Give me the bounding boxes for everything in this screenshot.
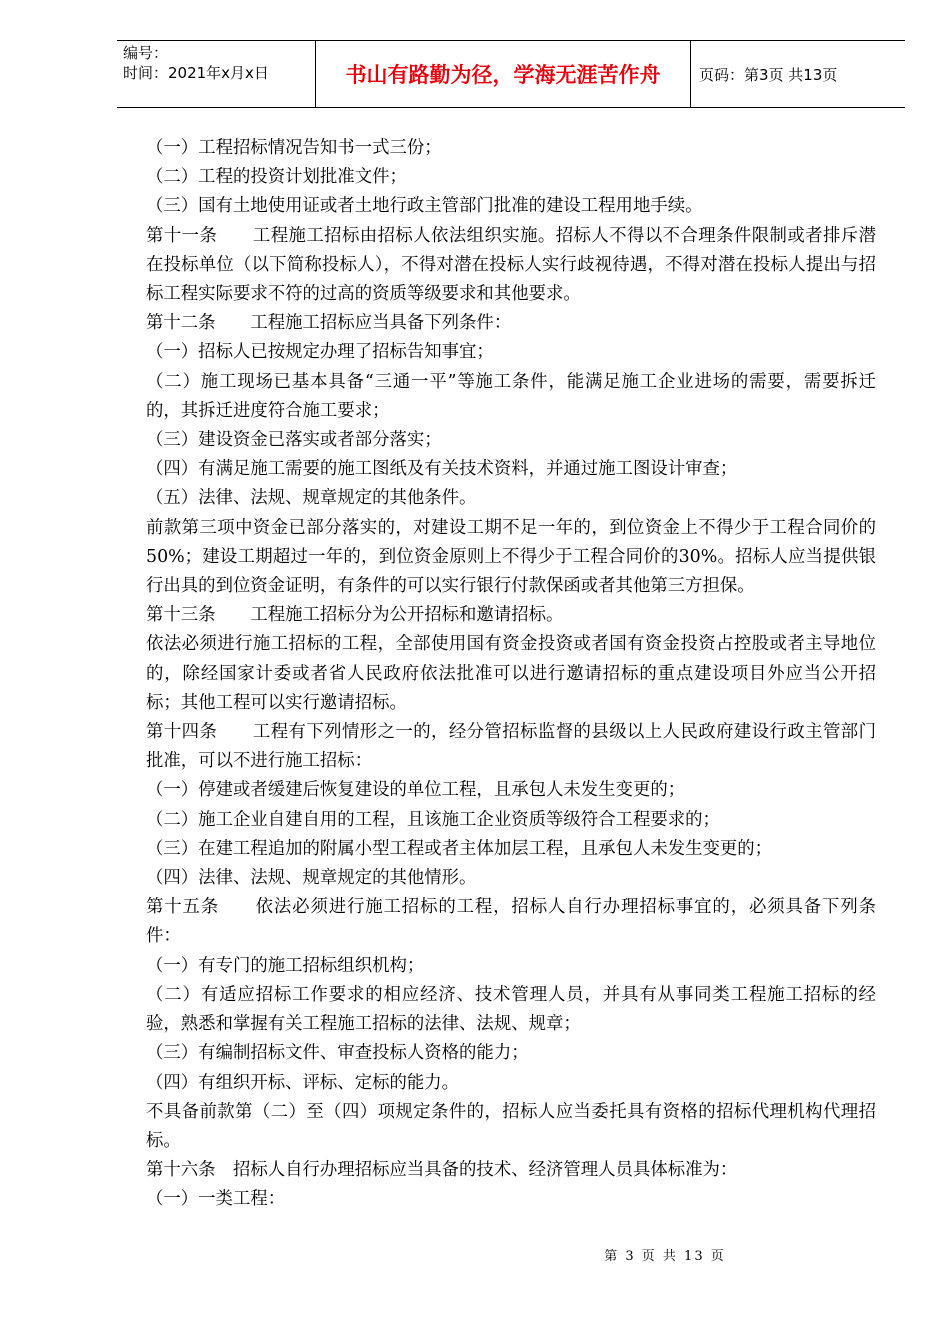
page-header <box>117 40 905 108</box>
paragraph: 前款第三项中资金已部分落实的，对建设工期不足一年的，到位资金上不得少于工程合同价的50%；建设工期超过一年的，到位资金原则上不得少于工程合同价的30%。招标人应当提供银行出具的到位资金证明，有条件的可以实行银行付款保函或者其他第三方担保。 <box>146 517 876 597</box>
document-body <box>146 134 876 1215</box>
page-footer: 第 3 页 共 13 页 <box>604 1249 726 1264</box>
article-15: 第十五条 依法必须进行施工招标的工程，招标人自行办理招标事宜的，必须具备下列条件： <box>146 897 876 947</box>
paragraph: （四）法律、法规、规章规定的其他情形。 <box>146 868 477 889</box>
article-14: 第十四条 工程有下列情形之一的，经分管招标监督的县级以上人民政府建设行政主管部门批准，可以不进行施工招标： <box>146 722 876 772</box>
header-meta <box>117 41 316 107</box>
article-16: 第十六条 招标人自行办理招标应当具备的技术、经济管理人员具体标准为： <box>146 1160 738 1181</box>
document-time-label: 时间：2021年x月x日 <box>123 64 269 82</box>
paragraph: （三）国有土地使用证或者土地行政主管部门批准的建设工程用地手续。 <box>146 196 703 217</box>
paragraph: （三）建设资金已落实或者部分落实； <box>146 430 442 451</box>
paragraph: （二）施工企业自建自用的工程，且该施工企业资质等级符合工程要求的； <box>146 809 720 830</box>
header-motto: 书山有路勤为径，学海无涯苦作舟 <box>316 41 691 107</box>
document-number-label: 编号： <box>123 44 169 62</box>
article-13: 第十三条 工程施工招标分为公开招标和邀请招标。 <box>146 605 564 626</box>
article-11: 第十一条 工程施工招标由招标人依法组织实施。招标人不得以不合理条件限制或者排斥潜在投标单位（以下简称投标人），不得对潜在投标人实行歧视待遇，不得对潜在投标人提出与招标工程实际要求不符的过高的资质等级要求和其他要求。 <box>146 225 876 305</box>
paragraph: （二）工程的投资计划批准文件； <box>146 167 407 188</box>
paragraph: （二）有适应招标工作要求的相应经济、技术管理人员，并具有从事同类工程施工招标的经验，熟悉和掌握有关工程施工招标的法律、法规、规章； <box>146 984 876 1035</box>
paragraph: （一）停建或者缓建后恢复建设的单位工程，且承包人未发生变更的； <box>146 780 686 801</box>
article-12: 第十二条 工程施工招标应当具备下列条件： <box>146 313 512 334</box>
paragraph: （三）有编制招标文件、审查投标人资格的能力； <box>146 1043 529 1064</box>
paragraph: （四）有满足施工需要的施工图纸及有关技术资料，并通过施工图设计审查； <box>146 459 738 480</box>
paragraph: 不具备前款第（二）至（四）项规定条件的，招标人应当委托具有资格的招标代理机构代理招标。 <box>146 1101 876 1151</box>
paragraph: （一）招标人已按规定办理了招标告知事宜； <box>146 342 494 363</box>
header-page-info: 页码：第3页 共13页 <box>699 65 838 84</box>
paragraph: （一）工程招标情况告知书一式三份； <box>146 138 442 158</box>
paragraph: （一）一类工程： <box>146 1189 286 1210</box>
paragraph: （五）法律、法规、规章规定的其他条件。 <box>146 488 477 509</box>
paragraph: （三）在建工程追加的附属小型工程或者主体加层工程，且承包人未发生变更的； <box>146 838 773 859</box>
paragraph: 依法必须进行施工招标的工程，全部使用国有资金投资或者国有资金投资占控股或者主导地位的，除经国家计委或者省人民政府依法批准可以进行邀请招标的重点建设项目外应当公开招标；其他工程可以实行邀请招标。 <box>146 634 876 713</box>
paragraph: （一）有专门的施工招标组织机构； <box>146 955 425 976</box>
paragraph: （二）施工现场已基本具备“三通一平”等施工条件，能满足施工企业进场的需要，需要拆迁的，其拆迁进度符合施工要求； <box>146 371 876 421</box>
paragraph: （四）有组织开标、评标、定标的能力。 <box>146 1072 460 1093</box>
